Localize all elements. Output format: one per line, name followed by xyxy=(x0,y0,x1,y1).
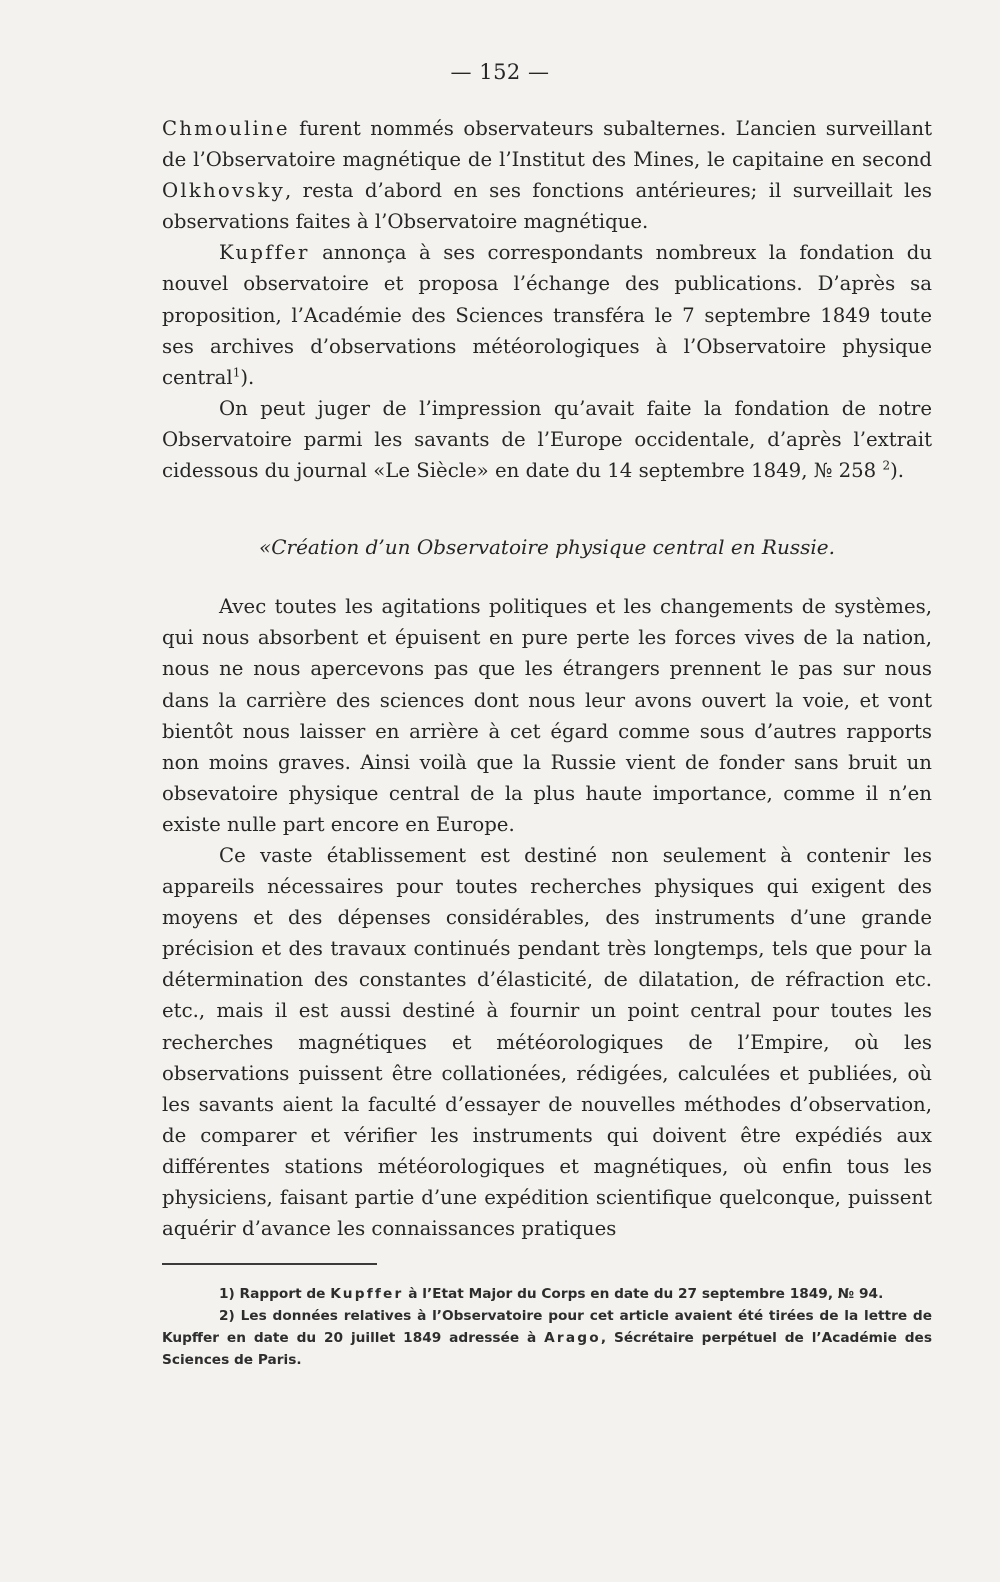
paragraph-1-text-b: , resta d’abord en ses fonctions antérieures; il surveillait les observations faites à l’Observatoire magnétique. xyxy=(162,179,932,234)
footnote-2-text-a: 2) Les données relatives à l’Observatoire pour cet article avaient été tirées de la lettre de Kupffer en date du 20 juillet 1849 adressée à xyxy=(162,1308,932,1346)
footnote-1-text-b: à l’Etat Major du Corps en date du 27 septembre 1849, № 94. xyxy=(403,1286,884,1302)
paragraph-2-text: annonça à ses correspondants nombreux la fondation du nouvel observatoire et proposa l’échange des publications. D’après sa proposition, l’Académie des Sciences transféra le 7 septembre 1849 toute ses archives d’observations météorologiques à l’Observatoire physique central xyxy=(162,241,932,389)
name-olkhovsky: Olkhovsky xyxy=(162,179,285,203)
footnote-ref-1: 1 xyxy=(232,365,241,380)
paragraph-3-text: On peut juger de l’impression qu’avait faite la fondation de notre Observatoire parmi les savants de l’Europe occidentale, d’après l’extrait cidessous du journal «Le Siècle» en date du 14 septembre 1849, № 258 xyxy=(162,396,932,483)
paragraph-5: Ce vaste établissement est destiné non seulement à contenir les appareils nécessaires pour toutes recherches physiques qui exigent des moyens et des dépenses considérables, des instruments d’une grande précision et des travaux continués pendant très longtemps, tels que pour la détermination des constantes d’élasticité, de dilatation, de réfraction etc. etc., mais il est aussi destiné à fournir un point central pour toutes les recherches magnétiques et météorologiques de l’Empire, où les observations puissent être collationées, rédigées, calculées et publiées, où les savants aient la faculté d’essayer de nouvelles méthodes d’observation, de comparer et vérifier les instruments qui doivent être expédiés aux différentes stations météorologiques et magnétiques, où enfin tous les physiciens, faisant partie d’une expédition scientifique quelconque, puissent aquérir d’avance les connaissances pratiques xyxy=(162,843,932,1241)
footnote-1-name: Kupffer xyxy=(330,1286,404,1302)
footnote-1-text-a: 1) Rapport de xyxy=(219,1286,331,1302)
paragraph-3 xyxy=(162,393,932,486)
footnote-2-name: Arago xyxy=(544,1330,601,1346)
footnote-divider xyxy=(162,1263,377,1265)
paragraph-2-end: ). xyxy=(240,365,255,389)
footnote-2-text-b: , Sécrétaire perpétuel de l’Académie des Sciences de Paris. xyxy=(162,1330,932,1368)
main-text xyxy=(162,113,932,1244)
footnote-2 xyxy=(162,1305,932,1371)
paragraph-1-text-a: furent nommés observateurs subalternes. L’ancien surveillant de l’Observatoire magnétique de l’Institut des Mines, le capitaine en second xyxy=(162,117,932,172)
article-heading: «Création d’un Observatoire physique central en Russie. xyxy=(258,535,835,560)
page-number: — 152 — xyxy=(450,60,550,84)
name-kupffer: Kupffer xyxy=(219,241,310,265)
footnote-1 xyxy=(162,1283,932,1305)
paragraph-1 xyxy=(162,113,932,237)
paragraph-3-end: ). xyxy=(890,459,905,483)
footnote-ref-2: 2 xyxy=(882,458,891,473)
footnotes xyxy=(162,1283,932,1371)
paragraph-4: Avec toutes les agitations politiques et les changements de systèmes, qui nous absorbent et épuisent en pure perte les forces vives de la nation, nous ne nous apercevons pas que les étrangers prennent le pas sur nous dans la carrière des sciences dont nous leur avons ouvert la voie, et vont bientôt nous laisser en arrière à cet égard comme sous d’autres rapports non moins graves. Ainsi voilà que la Russie vient de fonder sans bruit un obsevatoire physique central de la plus haute importance, comme il n’en existe nulle part encore en Europe. xyxy=(162,595,932,836)
name-chmouline: Chmouline xyxy=(162,117,290,140)
paragraph-2 xyxy=(162,237,932,392)
